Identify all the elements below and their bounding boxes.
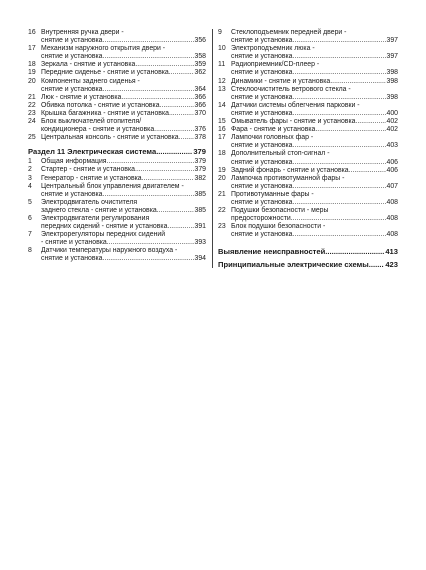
entry-page: 398 [386,69,398,77]
toc-entry[interactable] [218,45,398,61]
entry-number: 1 [28,158,32,166]
entry-number: 23 [218,223,226,231]
toc-left-column [28,29,206,264]
troubleshooting-page: 413 [385,247,398,257]
entry-page: 407 [386,182,398,190]
entry-title: Радиоприемник/CD-плеер - [231,61,320,69]
toc-entry[interactable] [218,150,398,166]
entry-number: 13 [218,85,226,93]
entry-page: 379 [194,158,206,166]
entry-number: 19 [28,69,36,77]
toc-entry[interactable] [28,69,206,77]
entry-title: Блок подушки безопасности - [231,223,326,231]
toc-entry[interactable] [218,207,398,223]
entry-title: Зеркала - снятие и установка [41,61,136,69]
entry-title: Подушки безопасности - меры [231,207,329,215]
toc-entry[interactable] [218,223,398,239]
entry-title: Динамики - снятие и установка [231,77,331,85]
entry-title: Центральный блок управления двигателем - [41,182,184,190]
entry-page: 391 [194,223,206,231]
entry-number: 16 [28,29,36,36]
toc-entry[interactable] [28,78,206,94]
entry-title: снятие и установка [41,53,103,61]
entry-title: Обивка потолка - снятие и установка [41,101,160,109]
entry-title: Крышка багажника - снятие и установка [41,109,169,117]
entry-number: 18 [28,61,36,69]
entry-title: снятие и установка [231,109,293,117]
entry-number: 22 [218,207,226,215]
toc-entry[interactable] [218,191,398,207]
entry-title: Стеклоочиститель ветрового стекла - [231,85,351,93]
toc-list-electrical-continued [218,29,398,239]
entry-number: 21 [28,93,36,101]
toc-entry[interactable] [28,183,206,199]
entry-page: 385 [194,206,206,214]
toc-entry[interactable] [28,158,206,166]
entry-number: 2 [28,166,32,174]
toc-entry[interactable] [218,118,398,126]
entry-page: 398 [386,93,398,101]
entry-page: 356 [194,37,206,45]
entry-title: Передние сиденье - снятие и установка [41,69,169,77]
toc-entry[interactable] [28,134,206,142]
toc-entry[interactable] [28,166,206,174]
entry-title: Лампочки головных фар - [231,134,314,142]
toc-entry[interactable] [28,175,206,183]
entry-number: 14 [218,101,226,109]
entry-page: 359 [194,61,206,69]
entry-title: Блок выключателей отопителя/ [41,118,142,126]
entry-title: - снятие и установка [41,239,107,247]
entry-page: 400 [386,109,398,117]
entry-title: заднего стекла - снятие и установка [41,206,157,214]
entry-number: 23 [28,109,36,117]
entry-title: предосторожности [231,215,291,223]
entry-title: Механизм наружного открытия двери - [41,45,166,53]
entry-number: 5 [28,198,32,206]
entry-number: 7 [28,231,32,239]
toc-list-electrical [28,158,206,263]
toc-entry[interactable] [218,29,398,45]
entry-title: Датчики температуры наружного воздуха - [41,247,178,255]
entry-title: кондиционера - снятие и установка [41,126,155,134]
toc-entry[interactable] [218,86,398,102]
entry-page: 408 [386,215,398,223]
toc-entry[interactable] [218,61,398,77]
entry-number: 19 [218,166,226,174]
entry-title: Фара - снятие и установка [231,126,316,134]
entry-title: снятие и установка [231,37,293,45]
entry-title: снятие и установка [41,85,103,93]
toc-entry[interactable] [28,110,206,118]
toc-section-heading[interactable] [28,147,206,156]
entry-page: 398 [386,77,398,85]
entry-title: снятие и установка [231,198,293,206]
entry-title: Общая информация [41,158,107,166]
entry-title: снятие и установка [231,53,293,61]
entry-number: 17 [28,45,36,53]
toc-entry[interactable] [218,78,398,86]
toc-entry[interactable] [28,61,206,69]
entry-title: Стартер - снятие и установка [41,166,135,174]
entry-number: 16 [218,126,226,134]
entry-title: Лампочка противотуманной фары - [231,174,345,182]
entry-number: 20 [28,77,36,85]
toc-entry[interactable] [28,94,206,102]
entry-number: 4 [28,182,32,190]
entry-page: 402 [386,118,398,126]
toc-troubleshooting-heading[interactable] [218,247,398,256]
entry-title: Электродвигатель очистителя [41,198,138,206]
entry-number: 22 [28,101,36,109]
entry-number: 24 [28,118,36,126]
entry-page: 402 [386,126,398,134]
entry-number: 15 [218,118,226,126]
entry-title: снятие и установка [231,231,293,239]
entry-title: Датчики системы облегчения парковки - [231,101,360,109]
toc-entry[interactable] [218,175,398,191]
entry-page: 366 [194,101,206,109]
entry-number: 9 [218,29,222,36]
entry-page: 378 [194,134,206,142]
entry-title: снятие и установка [231,69,293,77]
section-title: Раздел 11 Электрическая система [28,147,157,157]
entry-page: 406 [386,166,398,174]
entry-page: 364 [194,85,206,93]
entry-title: Внутренняя ручка двери - [41,29,124,36]
entry-page: 370 [194,109,206,117]
entry-title: Компоненты заднего сиденья - [41,77,140,85]
entry-title: Электроподъемник люка - [231,45,315,53]
entry-title: снятие и установка [231,93,293,101]
entry-number: 17 [218,134,226,142]
entry-page: 397 [386,37,398,45]
entry-title: снятие и установка [231,182,293,190]
entry-number: 21 [218,190,226,198]
entry-number: 20 [218,174,226,182]
entry-number: 25 [28,134,36,142]
entry-page: 393 [194,239,206,247]
wiring-page: 423 [385,260,398,270]
entry-page: 408 [386,198,398,206]
entry-page: 358 [194,53,206,61]
entry-number: 10 [218,45,226,53]
entry-title: Люк - снятие и установка [41,93,122,101]
toc-entry[interactable] [28,199,206,215]
toc-entry[interactable] [28,102,206,110]
entry-title: снятие и установка [41,255,103,263]
toc-entry[interactable] [218,167,398,175]
entry-title: снятие и установка [41,190,103,198]
toc-entry[interactable] [218,126,398,134]
entry-title: снятие и установка [231,158,293,166]
entry-number: 3 [28,174,32,182]
entry-title: Центральная консоль - снятие и установка [41,134,179,142]
entry-number: 11 [218,61,226,69]
entry-title: Омыватель фары - снятие и установка [231,118,356,126]
entry-title: Стеклоподъемник передней двери - [231,29,347,36]
entry-title: Электродвигатели регулирования [41,214,150,222]
entry-title: Электрорегуляторы передних сидений [41,231,166,239]
entry-title: передних сидений - снятие и установка [41,223,168,231]
wiring-title: Принципиальные электрические схемы [218,260,369,270]
toc-list-body [28,29,206,142]
entry-title: Задний фонарь - снятие и установка [231,166,349,174]
section-page: 379 [193,147,206,157]
entry-page: 406 [386,158,398,166]
entry-title: Противотуманные фары - [231,190,314,198]
toc-entry[interactable] [218,134,398,150]
entry-page: 397 [386,53,398,61]
entry-title: Дополнительный стоп-сигнал - [231,150,330,158]
entry-number: 8 [28,247,32,255]
entry-title: снятие и установка [41,37,103,45]
toc-entry[interactable] [28,45,206,61]
entry-title: Генератор - снятие и установка [41,174,142,182]
entry-page: 382 [194,174,206,182]
toc-entry[interactable] [218,102,398,118]
toc-entry[interactable] [28,29,206,45]
entry-page: 366 [194,93,206,101]
entry-page: 403 [386,142,398,150]
entry-title: снятие и установка [231,142,293,150]
toc-wiring-heading[interactable] [218,260,398,269]
entry-page: 385 [194,190,206,198]
entry-number: 6 [28,214,32,222]
entry-page: 408 [386,231,398,239]
entry-page: 362 [194,69,206,77]
entry-page: 379 [194,166,206,174]
toc-entry[interactable] [28,118,206,134]
troubleshooting-title: Выявление неисправностей [218,247,326,257]
toc-entry[interactable] [28,247,206,263]
entry-page: 376 [194,126,206,134]
entry-number: 18 [218,150,226,158]
entry-number: 12 [218,77,226,85]
toc-right-column [218,29,398,269]
entry-page: 394 [194,255,206,263]
toc-entry[interactable] [28,215,206,231]
toc-entry[interactable] [28,231,206,247]
